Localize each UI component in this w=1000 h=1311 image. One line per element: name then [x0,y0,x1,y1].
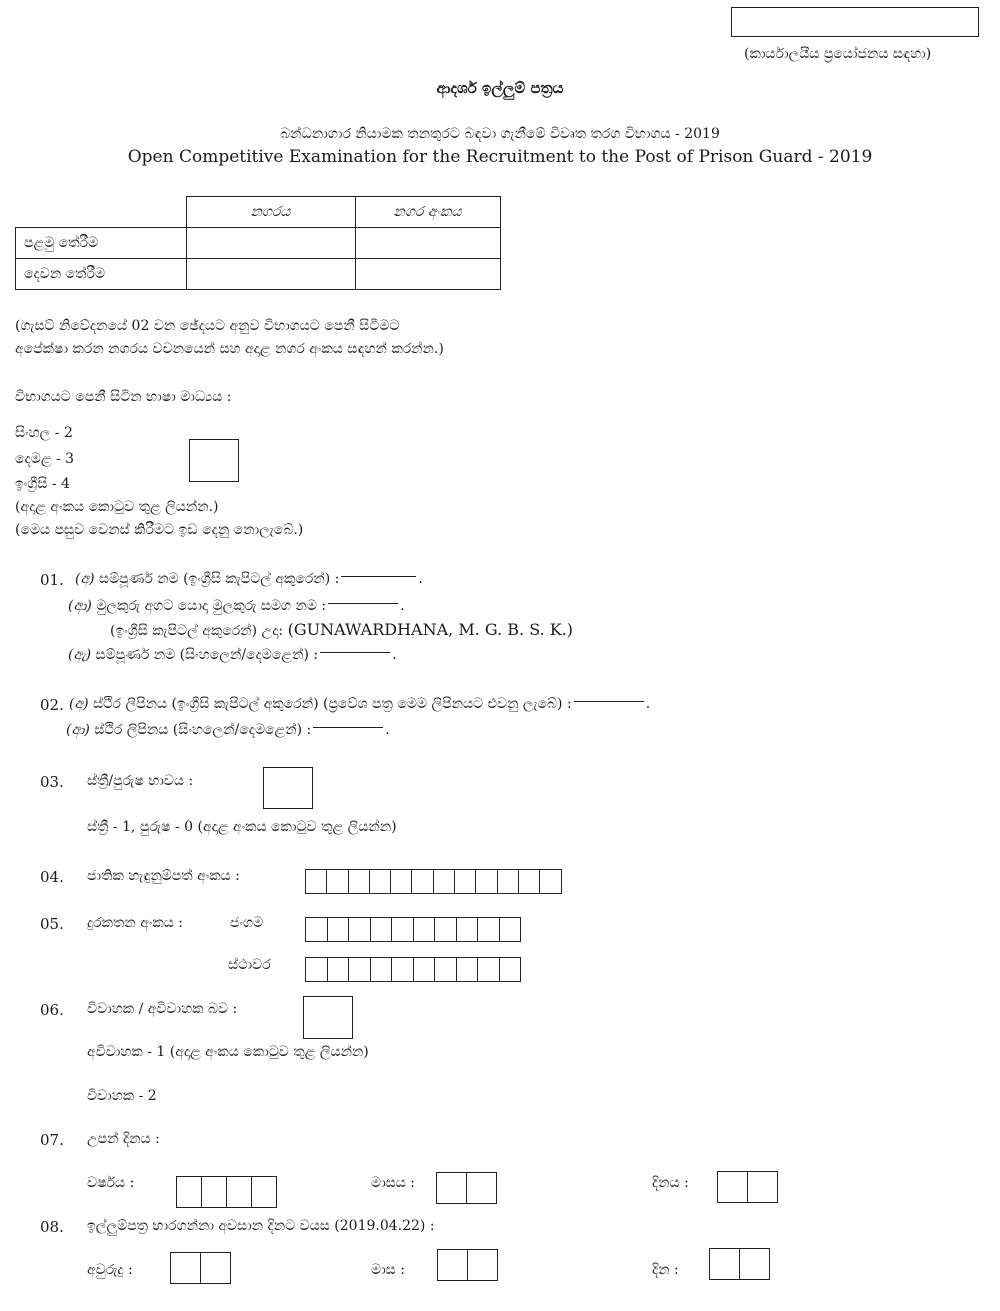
mobile-number-boxes[interactable] [305,917,521,942]
exam-title-en: Open Competitive Examination for the Recruitment to the Post of Prison Guard - 2019 [127,147,873,167]
q01b-field[interactable] [328,603,398,604]
city-choice-table [15,196,501,290]
q03-label: ස්ත්‍රී/පුරුෂ භාවය : [87,773,194,789]
q08-days-label: දින : [652,1262,679,1278]
second-choice-number-field[interactable] [355,259,500,290]
first-choice-city-field[interactable] [186,228,355,259]
office-use-box[interactable] [731,7,979,37]
q08-years-label: අවුරුදු : [87,1262,133,1278]
q01c-line: (ඇ) සම්පූර්ණ නම (සිංහලෙන්/දෙමළෙන්) : . [68,647,397,663]
q06-label: විවාහක / අවිවාහක බව : [87,1001,238,1017]
second-choice-city-field[interactable] [186,259,355,290]
medium-option-tamil: දෙමළ - 3 [15,451,75,467]
q01a-line: (අ) සම්පූර්ණ නම (ඉංග්‍රීසි කැපිටල් අකුරෙන්) : . [75,571,423,587]
q02a-label: ස්ථිර ලිපිනය (ඉංග්‍රීසි කැපිටල් අකුරෙන්) (ප්‍රවේශ පත්‍ර මෙම ලිපිනයට එවනු ලැබේ) : [93,696,572,712]
birth-month-boxes[interactable] [436,1172,497,1204]
q01b-sub-label: (ඉංග්‍රීසි කැපිටල් අකුරෙන්) උදා: [110,623,284,639]
q04-number: 04. [40,868,64,886]
q02b-line: (ආ) ස්ථිර ලිපිනය (සිංහලෙන්/දෙමළෙන්) : . [66,722,390,738]
q01a-field[interactable] [341,576,416,577]
exam-title-si: බන්ධනාගාර නියාමක තනතුරට බඳවා ගැනීමේ විවෘත තරග විභාගය - 2019 [280,126,720,142]
q07-number: 07. [40,1131,64,1149]
marital-code-box[interactable] [303,996,353,1039]
q06-number: 06. [40,1001,64,1019]
medium-note-2: (මෙය පසුව වෙනස් කිරීමට ඉඩ දෙනු නොලැබේ.) [15,522,304,538]
q02-number: 02. [40,696,64,714]
q07-day-label: දිනය : [652,1175,689,1191]
first-choice-number-field[interactable] [355,228,500,259]
gender-code-box[interactable] [263,767,313,809]
city-header: නගරය [186,197,355,228]
q07-year-label: වර්ෂය : [87,1175,135,1191]
q04-label: ජාතික හැඳුනුම්පත් අංකය : [87,868,240,884]
medium-label: විභාගයට පෙනී සිටින භාෂා මාධ්‍යය : [15,389,232,405]
q01-number: 01. [40,571,64,589]
q06-option-married: විවාහක - 2 [87,1088,157,1104]
nic-number-boxes[interactable] [305,869,562,894]
q01b-subline [110,620,573,639]
medium-code-box[interactable] [189,439,239,482]
q02b-label: ස්ථිර ලිපිනය (සිංහලෙන්/දෙමළෙන්) : [94,722,312,738]
q05-label: දුරකතන අංකය : [87,915,184,931]
second-choice-label: දෙවන තේරීම [16,259,187,290]
q08-label: ඉල්ලුම්පත්‍ර භාරගන්නා අවසාන දිනට වයස (2019.04.22) : [87,1218,435,1234]
medium-option-english: ඉංග්‍රීසි - 4 [15,476,70,492]
q08-number: 08. [40,1218,64,1236]
form-title: ආදර්ශ ඉල්ලුම් පත්‍රය [436,79,564,97]
q02a-line: (අ) ස්ථිර ලිපිනය (ඉංග්‍රීසි කැපිටල් අකුරෙන්) (ප්‍රවේශ පත්‍ර මෙම ලිපිනයට එවනු ලැබේ) : . [69,696,651,712]
q02b-mark: (ආ) [66,722,90,738]
q02b-field[interactable] [313,727,383,728]
q02a-mark: (අ) [69,696,89,712]
q01b-example: (GUNAWARDHANA, M. G. B. S. K.) [287,620,574,639]
q01a-label: සම්පූර්ණ නම (ඉංග්‍රීසි කැපිටල් අකුරෙන්) : [99,571,340,587]
birth-year-boxes[interactable] [176,1176,277,1208]
q01c-field[interactable] [320,652,390,653]
medium-option-sinhala: සිංහල - 2 [15,425,73,441]
age-months-boxes[interactable] [437,1249,498,1281]
q07-month-label: මාසය : [371,1175,415,1191]
medium-note-1: (අදාළ අංකය කොටුව තුළ ලියන්න.) [15,499,219,515]
city-note-line-2: අපේක්ෂා කරන නගරය වචනයෙන් සහ අදාළ නගර අංකය සඳහන් කරන්න.) [15,341,444,357]
age-years-boxes[interactable] [170,1252,231,1284]
office-use-label: (කාර්යාලයීය ප්‍රයෝජනය සඳහා) [744,46,932,62]
q01a-mark: (අ) [75,571,95,587]
q01b-line: (ආ) මුලකුරු අගට යොදා මුලකුරු සමග නම : . [68,598,405,614]
q05-number: 05. [40,915,64,933]
age-days-boxes[interactable] [709,1248,770,1280]
q01c-label: සම්පූර්ණ නම (සිංහලෙන්/දෙමළෙන්) : [95,647,319,663]
q02a-field[interactable] [574,701,644,702]
first-choice-label: පළමු තේරීම [16,228,187,259]
q05-mobile-label: ජංගම [230,915,264,931]
birth-day-boxes[interactable] [717,1171,778,1203]
q05-fixed-label: ස්ථාවර [228,957,271,973]
q03-note: ස්ත්‍රී - 1, පුරුෂ - 0 (අදාළ අංකය කොටුව තුළ ලියන්න) [87,819,397,835]
q01c-mark: (ඇ) [68,647,92,663]
q03-number: 03. [40,773,64,791]
q07-label: උපන් දිනය : [87,1131,160,1147]
q01b-mark: (ආ) [68,598,92,614]
q08-months-label: මාස : [371,1262,405,1278]
city-note-line-1: (ගැසට් නිවේදනයේ 02 වන ඡේදයට අනුව විභාගයට පෙනී සිටීමට [15,318,400,334]
q01b-label: මුලකුරු අගට යොදා මුලකුරු සමග නම : [96,598,327,614]
landline-number-boxes[interactable] [305,957,521,982]
city-number-header: නගර අංකය [355,197,500,228]
q06-option-unmarried: අවිවාහක - 1 (අදාළ අංකය කොටුව තුළ ලියන්න) [87,1044,369,1060]
